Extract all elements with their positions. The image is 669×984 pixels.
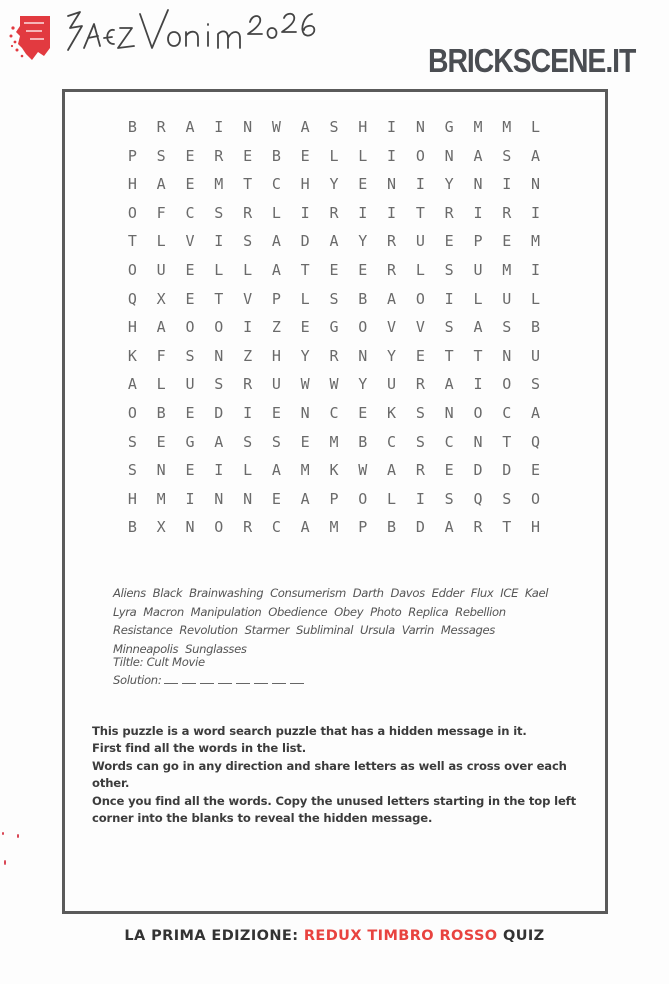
grid-letter[interactable]: M — [502, 260, 512, 279]
grid-letter[interactable]: N — [243, 118, 253, 136]
footer-caption — [0, 928, 669, 944]
grid-letter[interactable]: A — [300, 118, 310, 136]
grid-letter[interactable]: U — [531, 346, 541, 365]
grid-letter[interactable]: T — [444, 346, 454, 365]
grid-letter[interactable]: I — [387, 203, 397, 222]
grid-letter[interactable]: S — [329, 118, 339, 136]
grid-letter[interactable]: X — [156, 518, 166, 537]
grid-letter[interactable]: H — [127, 489, 137, 508]
grid-letter[interactable]: P — [329, 489, 339, 508]
grid-letter[interactable]: D — [415, 518, 425, 537]
grid-letter[interactable]: U — [185, 375, 195, 394]
grid-letter[interactable]: A — [214, 432, 224, 451]
grid-letter[interactable]: I — [531, 260, 541, 279]
grid-letter[interactable]: R — [444, 203, 454, 222]
instructions — [92, 723, 592, 827]
grid-letter[interactable]: K — [127, 346, 137, 365]
grid-letter[interactable]: E — [243, 146, 253, 165]
grid-letter[interactable]: S — [444, 489, 454, 508]
grid-letter[interactable]: I — [214, 118, 224, 136]
grid-letter[interactable]: P — [127, 146, 137, 165]
handwritten-signature — [62, 2, 322, 64]
word-list-item: Sunglasses — [185, 641, 247, 656]
grid-letter[interactable]: N — [185, 518, 195, 537]
grid-letter[interactable]: R — [415, 375, 425, 394]
word-list-item: Ursula — [360, 623, 395, 637]
grid-letter[interactable]: D — [502, 461, 512, 480]
grid-letter[interactable]: R — [387, 232, 397, 251]
grid-letter[interactable]: S — [243, 232, 253, 251]
solution-label: Solution: — [113, 673, 162, 687]
grid-letter[interactable]: E — [185, 403, 195, 422]
grid-letter[interactable]: N — [415, 118, 425, 136]
grid-letter[interactable]: N — [502, 346, 512, 365]
grid-letter[interactable]: I — [300, 203, 310, 222]
grid-letter[interactable]: O — [502, 375, 512, 394]
grid-letter[interactable]: U — [502, 289, 512, 308]
grid-letter[interactable]: E — [300, 432, 310, 451]
grid-letter[interactable]: E — [300, 146, 310, 165]
grid-letter[interactable]: B — [387, 518, 397, 537]
grid-letter[interactable]: M — [531, 232, 541, 251]
word-list-item: ICE — [500, 586, 519, 600]
grid-letter[interactable]: P — [473, 232, 483, 251]
grid-letter[interactable]: E — [358, 260, 368, 279]
grid-letter[interactable]: O — [415, 289, 425, 308]
grid-letter[interactable]: T — [502, 518, 512, 537]
grid-letter[interactable]: A — [329, 232, 339, 251]
grid-letter[interactable]: R — [243, 518, 253, 537]
grid-letter[interactable]: A — [185, 118, 195, 136]
grid-letter[interactable]: A — [473, 318, 483, 337]
word-list-item: Brainwashing — [189, 586, 264, 600]
grid-letter[interactable]: W — [358, 461, 368, 480]
grid-letter[interactable]: B — [358, 289, 368, 308]
grid-letter[interactable]: M — [329, 432, 339, 451]
grid-letter[interactable]: L — [329, 146, 339, 165]
solution-blank[interactable] — [290, 673, 304, 684]
word-list-item: Consumerism — [270, 586, 346, 600]
footer-highlight: REDUX TIMBRO ROSSO — [303, 928, 498, 944]
grid-letter[interactable]: I — [358, 203, 368, 222]
ink-speck — [17, 834, 19, 838]
word-list-item: Flux — [470, 586, 494, 600]
grid-letter[interactable]: T — [300, 260, 310, 279]
grid-letter[interactable]: T — [214, 289, 224, 308]
grid-letter[interactable]: L — [214, 260, 224, 279]
grid-letter[interactable]: E — [502, 232, 512, 251]
grid-letter[interactable]: U — [387, 375, 397, 394]
grid-letter[interactable]: A — [531, 146, 541, 165]
grid-letter[interactable]: Y — [444, 175, 454, 194]
solution-line — [113, 673, 308, 687]
grid-letter[interactable]: L — [243, 461, 253, 480]
word-list-item: Obedience — [268, 604, 328, 619]
grid-letter[interactable]: S — [502, 489, 512, 508]
word-list-item: Aliens — [113, 586, 146, 600]
grid-letter[interactable]: S — [271, 432, 281, 451]
grid-letter[interactable]: T — [127, 232, 137, 251]
solution-blanks[interactable] — [164, 673, 308, 684]
grid-letter[interactable]: B — [358, 432, 368, 451]
grid-letter[interactable]: H — [127, 175, 137, 194]
grid-letter[interactable]: I — [473, 375, 483, 394]
grid-letter[interactable]: I — [502, 175, 512, 194]
word-list-item: Photo — [370, 604, 402, 619]
grid-letter[interactable]: M — [156, 489, 166, 508]
word-list-item: Replica — [408, 604, 449, 619]
grid-letter[interactable]: C — [271, 518, 281, 537]
word-list — [113, 584, 563, 658]
grid-letter[interactable]: V — [387, 318, 397, 337]
grid-letter[interactable]: I — [415, 489, 425, 508]
grid-letter[interactable]: O — [473, 403, 483, 422]
instruction-line: First find all the words in the list. — [92, 741, 307, 756]
grid-letter[interactable]: V — [185, 232, 195, 251]
grid-letter[interactable]: A — [444, 518, 454, 537]
grid-letter[interactable]: P — [358, 518, 368, 537]
grid-letter[interactable]: L — [473, 289, 483, 308]
grid-letter[interactable]: G — [444, 118, 454, 136]
grid-letter[interactable]: A — [271, 232, 281, 251]
grid-letter[interactable]: A — [387, 289, 397, 308]
grid-letter[interactable]: A — [473, 146, 483, 165]
grid-letter[interactable]: A — [300, 518, 310, 537]
grid-letter[interactable]: D — [214, 403, 224, 422]
word-list-item: Resistance — [113, 623, 173, 637]
grid-letter[interactable]: A — [444, 375, 454, 394]
instruction-line: Words can go in any direction and share letters as well as cross over each other. — [92, 758, 567, 791]
grid-letter[interactable]: L — [271, 203, 281, 222]
grid-letter[interactable]: R — [387, 260, 397, 279]
grid-letter[interactable]: O — [358, 318, 368, 337]
grid-letter[interactable]: S — [444, 318, 454, 337]
grid-letter[interactable]: S — [329, 289, 339, 308]
red-stamp-logo — [8, 14, 52, 62]
grid-letter[interactable]: P — [271, 289, 281, 308]
grid-letter[interactable]: I — [387, 118, 397, 136]
word-list-item: Messages — [440, 623, 495, 637]
letter-grid — [118, 113, 550, 542]
solution-blank[interactable] — [182, 673, 196, 684]
grid-letter[interactable]: K — [387, 403, 397, 422]
grid-letter[interactable]: I — [531, 203, 541, 222]
grid-letter[interactable]: O — [127, 203, 137, 222]
grid-letter[interactable]: Y — [358, 375, 368, 394]
grid-letter[interactable]: Q — [531, 432, 541, 451]
grid-letter[interactable]: L — [358, 146, 368, 165]
grid-letter[interactable]: O — [127, 403, 137, 422]
grid-letter[interactable]: S — [127, 432, 137, 451]
word-list-item: Minneapolis — [113, 641, 179, 656]
footer-prefix: LA PRIMA EDIZIONE: — [124, 928, 299, 944]
grid-letter[interactable]: R — [502, 203, 512, 222]
grid-letter[interactable]: I — [387, 146, 397, 165]
grid-letter[interactable]: M — [473, 118, 483, 136]
grid-letter[interactable]: U — [415, 232, 425, 251]
grid-letter[interactable]: L — [531, 118, 541, 136]
grid-letter[interactable]: N — [214, 346, 224, 365]
grid-letter[interactable]: I — [415, 175, 425, 194]
grid-letter[interactable]: B — [127, 118, 137, 136]
grid-letter[interactable]: E — [358, 175, 368, 194]
grid-letter[interactable]: O — [127, 260, 137, 279]
grid-letter[interactable]: A — [387, 461, 397, 480]
word-list-item: Macron — [143, 604, 184, 619]
grid-letter[interactable]: V — [415, 318, 425, 337]
grid-letter[interactable]: Z — [243, 346, 253, 365]
solution-blank[interactable] — [218, 673, 232, 684]
word-list-item: Lyra — [113, 604, 137, 619]
grid-letter[interactable]: N — [358, 346, 368, 365]
grid-letter[interactable]: I — [185, 489, 195, 508]
grid-letter[interactable]: C — [185, 203, 195, 222]
grid-letter[interactable]: E — [156, 432, 166, 451]
grid-letter[interactable]: G — [185, 432, 195, 451]
grid-letter[interactable]: A — [271, 260, 281, 279]
grid-letter[interactable]: S — [444, 260, 454, 279]
ink-speck — [4, 860, 6, 865]
grid-letter[interactable]: A — [300, 489, 310, 508]
grid-letter[interactable]: N — [473, 432, 483, 451]
grid-letter[interactable]: E — [271, 403, 281, 422]
word-list-item: Revolution — [179, 623, 238, 637]
grid-letter[interactable]: Y — [329, 175, 339, 194]
grid-letter[interactable]: N — [531, 175, 541, 194]
grid-letter[interactable]: H — [271, 346, 281, 365]
grid-letter[interactable]: L — [243, 260, 253, 279]
word-list-item: Kael — [524, 586, 549, 600]
grid-letter[interactable]: S — [502, 146, 512, 165]
grid-letter[interactable]: A — [271, 461, 281, 480]
grid-letter[interactable]: L — [387, 489, 397, 508]
grid-letter[interactable]: K — [329, 461, 339, 480]
grid-letter[interactable]: E — [415, 346, 425, 365]
grid-letter[interactable]: B — [127, 518, 137, 537]
grid-letter[interactable]: R — [473, 518, 483, 537]
grid-letter[interactable]: A — [531, 403, 541, 422]
grid-letter[interactable]: I — [444, 289, 454, 308]
word-list-item: Black — [152, 586, 183, 600]
grid-letter[interactable]: E — [329, 260, 339, 279]
grid-letter[interactable]: I — [214, 232, 224, 251]
grid-letter[interactable]: R — [243, 203, 253, 222]
solution-blank[interactable] — [164, 673, 178, 684]
grid-letter[interactable]: E — [185, 175, 195, 194]
grid-letter[interactable]: N — [243, 489, 253, 508]
grid-letter[interactable]: X — [156, 289, 166, 308]
grid-letter[interactable]: O — [415, 146, 425, 165]
grid-letter[interactable]: V — [243, 289, 253, 308]
grid-letter[interactable]: N — [300, 403, 310, 422]
grid-letter[interactable]: R — [415, 461, 425, 480]
grid-letter[interactable]: U — [156, 260, 166, 279]
grid-letter[interactable]: R — [243, 375, 253, 394]
grid-letter[interactable]: H — [127, 318, 137, 337]
grid-letter[interactable]: I — [243, 318, 253, 337]
grid-letter[interactable]: O — [185, 318, 195, 337]
grid-letter[interactable]: C — [271, 175, 281, 194]
grid-letter[interactable]: A — [156, 175, 166, 194]
grid-letter[interactable]: L — [415, 260, 425, 279]
grid-letter[interactable]: B — [271, 146, 281, 165]
grid-letter[interactable]: G — [329, 318, 339, 337]
solution-blank[interactable] — [272, 673, 286, 684]
grid-letter[interactable]: E — [300, 318, 310, 337]
grid-letter[interactable]: L — [156, 375, 166, 394]
word-list-item: Varrin — [401, 623, 435, 637]
solution-blank[interactable] — [254, 673, 268, 684]
grid-letter[interactable]: E — [185, 260, 195, 279]
grid-letter[interactable]: E — [358, 403, 368, 422]
grid-letter[interactable]: E — [271, 489, 281, 508]
grid-letter[interactable]: M — [502, 118, 512, 136]
word-list-item: Starmer — [244, 623, 290, 637]
grid-letter[interactable]: W — [300, 375, 310, 394]
grid-letter[interactable]: B — [531, 318, 541, 337]
grid-letter[interactable]: W — [329, 375, 339, 394]
grid-letter[interactable]: H — [300, 175, 310, 194]
brand-logo: BRICKSCENE.IT — [428, 42, 636, 79]
grid-letter[interactable]: E — [444, 461, 454, 480]
grid-letter[interactable]: M — [329, 518, 339, 537]
footer-suffix: QUIZ — [502, 928, 545, 944]
word-list-item: Manipulation — [190, 604, 262, 619]
grid-letter[interactable]: H — [358, 118, 368, 136]
grid-letter[interactable]: I — [243, 403, 253, 422]
grid-letter[interactable]: N — [156, 461, 166, 480]
grid-letter[interactable]: T — [502, 432, 512, 451]
grid-letter[interactable]: S — [156, 146, 166, 165]
grid-letter[interactable]: Q — [473, 489, 483, 508]
grid-letter[interactable]: C — [502, 403, 512, 422]
grid-letter[interactable]: Y — [358, 232, 368, 251]
grid-letter[interactable]: S — [214, 203, 224, 222]
word-list-item: Rebellion — [455, 604, 506, 619]
grid-letter[interactable]: L — [300, 289, 310, 308]
word-list-item: Obey — [334, 604, 364, 619]
grid-letter[interactable]: N — [444, 403, 454, 422]
grid-letter[interactable]: Y — [300, 346, 310, 365]
grid-letter[interactable]: T — [415, 203, 425, 222]
grid-letter[interactable]: R — [329, 203, 339, 222]
grid-letter[interactable]: R — [156, 118, 166, 136]
grid-letter[interactable]: D — [300, 232, 310, 251]
puzzle-title: Tiltle: Cult Movie — [113, 655, 205, 669]
solution-blank[interactable] — [200, 673, 214, 684]
grid-letter[interactable]: O — [358, 489, 368, 508]
word-list-item: Subliminal — [295, 623, 354, 637]
grid-letter[interactable]: R — [329, 346, 339, 365]
grid-letter[interactable]: E — [185, 289, 195, 308]
grid-letter[interactable]: M — [300, 461, 310, 480]
grid-letter[interactable]: D — [473, 461, 483, 480]
grid-letter[interactable]: H — [531, 518, 541, 537]
grid-letter[interactable]: N — [444, 146, 454, 165]
grid-letter[interactable]: M — [214, 175, 224, 194]
grid-letter[interactable]: S — [185, 346, 195, 365]
grid-letter[interactable]: A — [127, 375, 137, 394]
grid-letter[interactable]: Y — [387, 346, 397, 365]
grid-letter[interactable]: U — [473, 260, 483, 279]
instruction-line: This puzzle is a word search puzzle that has a hidden message in it. — [92, 724, 527, 738]
solution-blank[interactable] — [236, 673, 250, 684]
grid-letter[interactable]: E — [185, 146, 195, 165]
grid-letter[interactable]: B — [156, 403, 166, 422]
grid-letter[interactable]: R — [214, 146, 224, 165]
grid-letter[interactable]: S — [214, 375, 224, 394]
grid-letter[interactable]: E — [185, 461, 195, 480]
grid-letter[interactable]: W — [271, 118, 281, 136]
grid-letter[interactable]: S — [243, 432, 253, 451]
grid-letter[interactable]: O — [214, 318, 224, 337]
grid-letter[interactable]: U — [271, 375, 281, 394]
grid-letter[interactable]: Q — [127, 289, 137, 308]
grid-letter[interactable]: E — [444, 232, 454, 251]
grid-letter[interactable]: S — [415, 432, 425, 451]
grid-letter[interactable]: S — [415, 403, 425, 422]
grid-letter[interactable]: F — [156, 203, 166, 222]
grid-letter[interactable]: N — [473, 175, 483, 194]
grid-letter[interactable]: S — [127, 461, 137, 480]
ink-speck — [2, 832, 4, 835]
grid-letter[interactable]: N — [214, 489, 224, 508]
grid-letter[interactable]: I — [214, 461, 224, 480]
word-list-item: Edder — [431, 586, 464, 600]
grid-letter[interactable]: T — [473, 346, 483, 365]
grid-letter[interactable]: L — [156, 232, 166, 251]
word-list-item: Darth — [352, 586, 384, 600]
grid-letter[interactable]: C — [329, 403, 339, 422]
grid-letter[interactable]: F — [156, 346, 166, 365]
grid-letter[interactable]: C — [387, 432, 397, 451]
grid-letter[interactable]: A — [156, 318, 166, 337]
grid-letter[interactable]: O — [214, 518, 224, 537]
grid-letter[interactable]: T — [243, 175, 253, 194]
grid-letter[interactable]: L — [531, 289, 541, 308]
grid-letter[interactable]: I — [473, 203, 483, 222]
grid-letter[interactable]: S — [531, 375, 541, 394]
grid-letter[interactable]: S — [502, 318, 512, 337]
grid-letter[interactable]: N — [387, 175, 397, 194]
instruction-line: Once you find all the words. Copy the unused letters starting in the top left corner into the blanks to reveal the hidden message. — [92, 793, 576, 826]
grid-letter[interactable]: Z — [271, 318, 281, 337]
grid-letter[interactable]: O — [531, 489, 541, 508]
word-list-item: Davos — [390, 586, 425, 600]
grid-letter[interactable]: C — [444, 432, 454, 451]
grid-letter[interactable]: E — [531, 461, 541, 480]
